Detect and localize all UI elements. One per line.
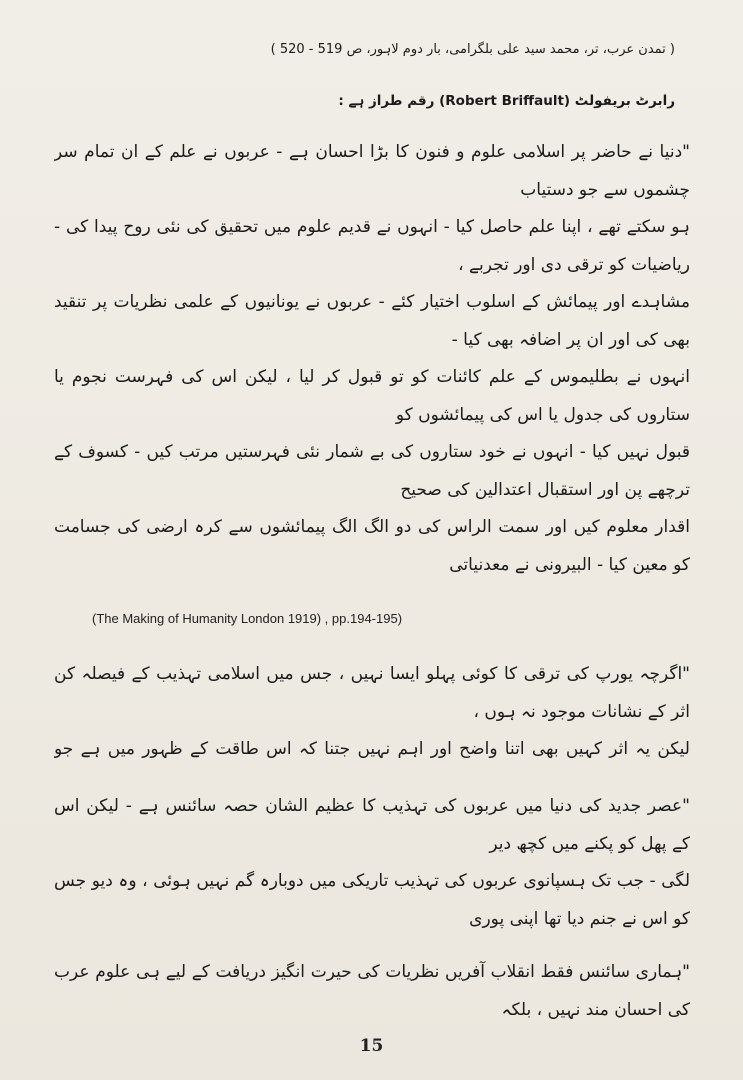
quote-briffault-3 [54,788,690,942]
top-reference: ( تمدن عرب، تر، محمد سید علی بلگرامی، بار دوم لاہور، ص 519 - 520 ) [270,42,675,57]
text-line: لیکن یہ اثر کہیں بھی اتنا واضح اور اہم نہیں جتنا کہ اس طاقت کے ظہور میں ہے جو [54,739,690,759]
text-line: "عصر جدید کی دنیا میں عربوں کی تہذیب کا عظیم الشان حصہ سائنس ہے - لیکن اس کے پھل کو پکنے میں کچھ دیر [54,796,690,854]
text-line: "اگرچہ یورپ کی ترقی کا کوئی پہلو ایسا نہیں ، جس میں اسلامی تہذیب کے فیصلہ کن اثر کے نشانات موجود نہ ہوں ، [54,664,690,722]
page-number: 15 [359,1036,384,1056]
text-line: مشاہدے اور پیمائش کے اسلوب اختیار کئے - عربوں نے یونانیوں کے علمی نظریات پر تنقید بھی کی اور ان پر اضافہ بھی کیا - [54,292,690,350]
intro-line: رابرٹ بریفولٹ (Robert Briffault) رقم طراز ہے : [338,93,675,109]
quote-briffault-1 [54,134,690,586]
english-reference: (The Making of Humanity London 1919) , pp.194-195) [92,611,403,626]
text-line: انہوں نے بطلیموس کے علم کائنات کو تو قبول کر لیا ، لیکن اس کی فہرست نجوم یا ستاروں کی جدول یا اس کی پیمائشوں کو [54,367,690,425]
text-line: لگی - جب تک ہسپانوی عربوں کی تہذیب تاریکی میں دوبارہ گم نہیں ہوئی ، وہ دیو جس کو اس نے جنم دیا تھا اپنی پوری [54,871,690,929]
text-line [54,1029,690,1032]
quote-briffault-4 [54,954,690,1032]
text-line: "دنیا نے حاضر پر اسلامی علوم و فنون کا بڑا احسان ہے - عربوں نے علم کے ان تمام سر چشموں سے جو دستیاب [54,142,690,200]
text-line [54,938,690,942]
text-line: ہو سکتے تھے ، اپنا علم حاصل کیا - انہوں نے قدیم علوم میں تحقیق کی نئی روح پیدا کی - ریاضیات کو ترقی دی اور تجربے ، [54,217,690,275]
text-line [54,584,690,586]
text-line: اقدار معلوم کیں اور سمت الراس کی دو الگ الگ پیمائشوں سے کرہ ارضی کی جسامت کو معین کیا - البیرونی نے معدنیاتی [54,517,690,575]
text-line: "ہماری سائنس فقط انقلاب آفریں نظریات کی حیرت انگیز دریافت کے لیے ہی علوم عرب کی احسان مند نہیں ، بلکہ [54,962,690,1020]
quote-briffault-2 [54,656,690,772]
text-line: قبول نہیں کیا - انہوں نے خود ستاروں کی بے شمار نئی فہرستیں مرتب کیں - کسوف کے ترچھے پن اور استقبال اعتدالین کی صحیح [54,442,690,500]
